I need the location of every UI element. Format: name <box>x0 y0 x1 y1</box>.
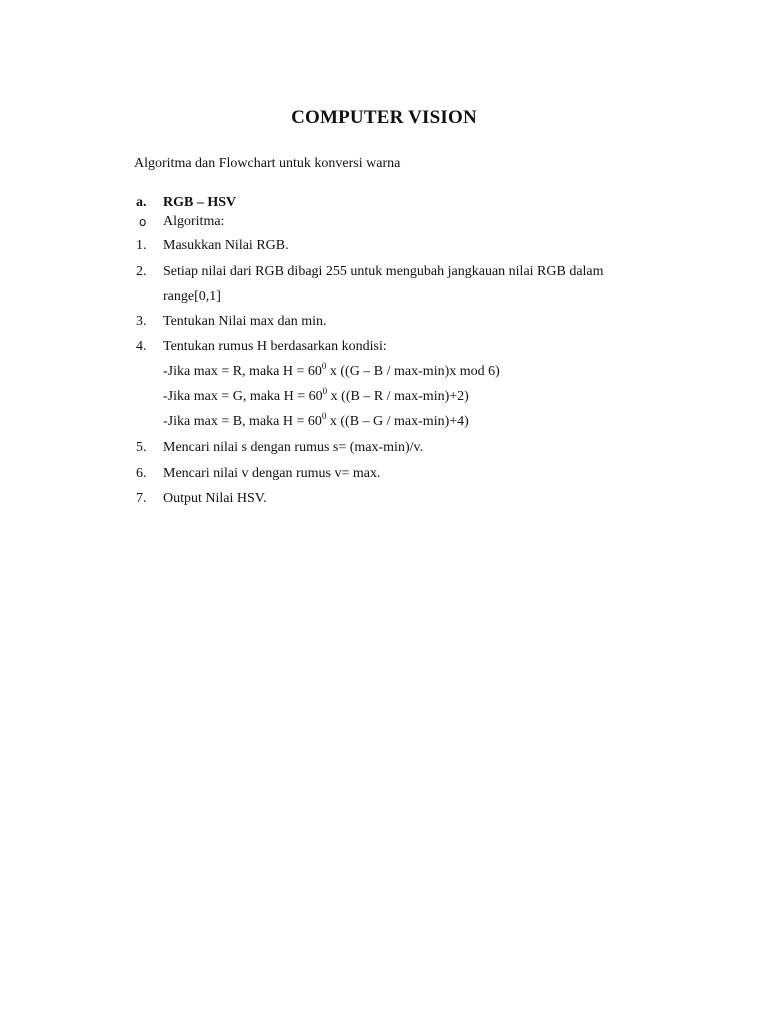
list-item-text: Masukkan Nilai RGB. <box>163 238 289 253</box>
list-item-text: range[0,1] <box>163 289 221 304</box>
list-item-number: 2. <box>136 264 147 279</box>
condition-text: -Jika max = G, maka $H = 60^0$ x ((B – R / max-min)+2) <box>163 386 469 404</box>
list-item-text: Setiap nilai dari RGB dibagi 255 untuk mengubah jangkauan nilai RGB dalam <box>163 264 604 279</box>
list-item-text: Mencari nilai s dengan rumus s= (max-min)/v. <box>163 440 424 455</box>
list-item-number: 3. <box>136 314 147 329</box>
list-item-number: 5. <box>136 440 147 455</box>
list-item-text: Tentukan rumus H berdasarkan kondisi: <box>163 339 387 354</box>
list-item-number: 1. <box>136 238 147 253</box>
superscript: 0 <box>322 386 328 396</box>
list-item-number: 6. <box>136 466 147 481</box>
bullet-circle-icon: o <box>139 215 147 229</box>
section-marker: a. <box>136 195 147 210</box>
section-title: RGB – HSV <box>163 195 237 210</box>
condition-text: -Jika max = B, maka $H = 60^0$ x ((B – G / max-min)+4) <box>163 411 469 429</box>
list-item-text: Tentukan Nilai max dan min. <box>163 314 327 329</box>
list-item-text: Output Nilai HSV. <box>163 491 267 506</box>
superscript: 0 <box>321 411 327 421</box>
intro-text: Algoritma dan Flowchart untuk konversi warna <box>134 156 401 171</box>
list-item-number: 7. <box>136 491 147 506</box>
superscript: 0 <box>321 361 327 371</box>
sub-bullet-label: Algoritma: <box>163 214 225 229</box>
page-title: COMPUTER VISION <box>291 107 477 128</box>
condition-text: -Jika max = R, maka $H = 60^0$ x ((G – B / max-min)x mod 6) <box>163 361 500 379</box>
list-item-text: Mencari nilai v dengan rumus v= max. <box>163 466 381 481</box>
list-item-number: 4. <box>136 339 147 354</box>
